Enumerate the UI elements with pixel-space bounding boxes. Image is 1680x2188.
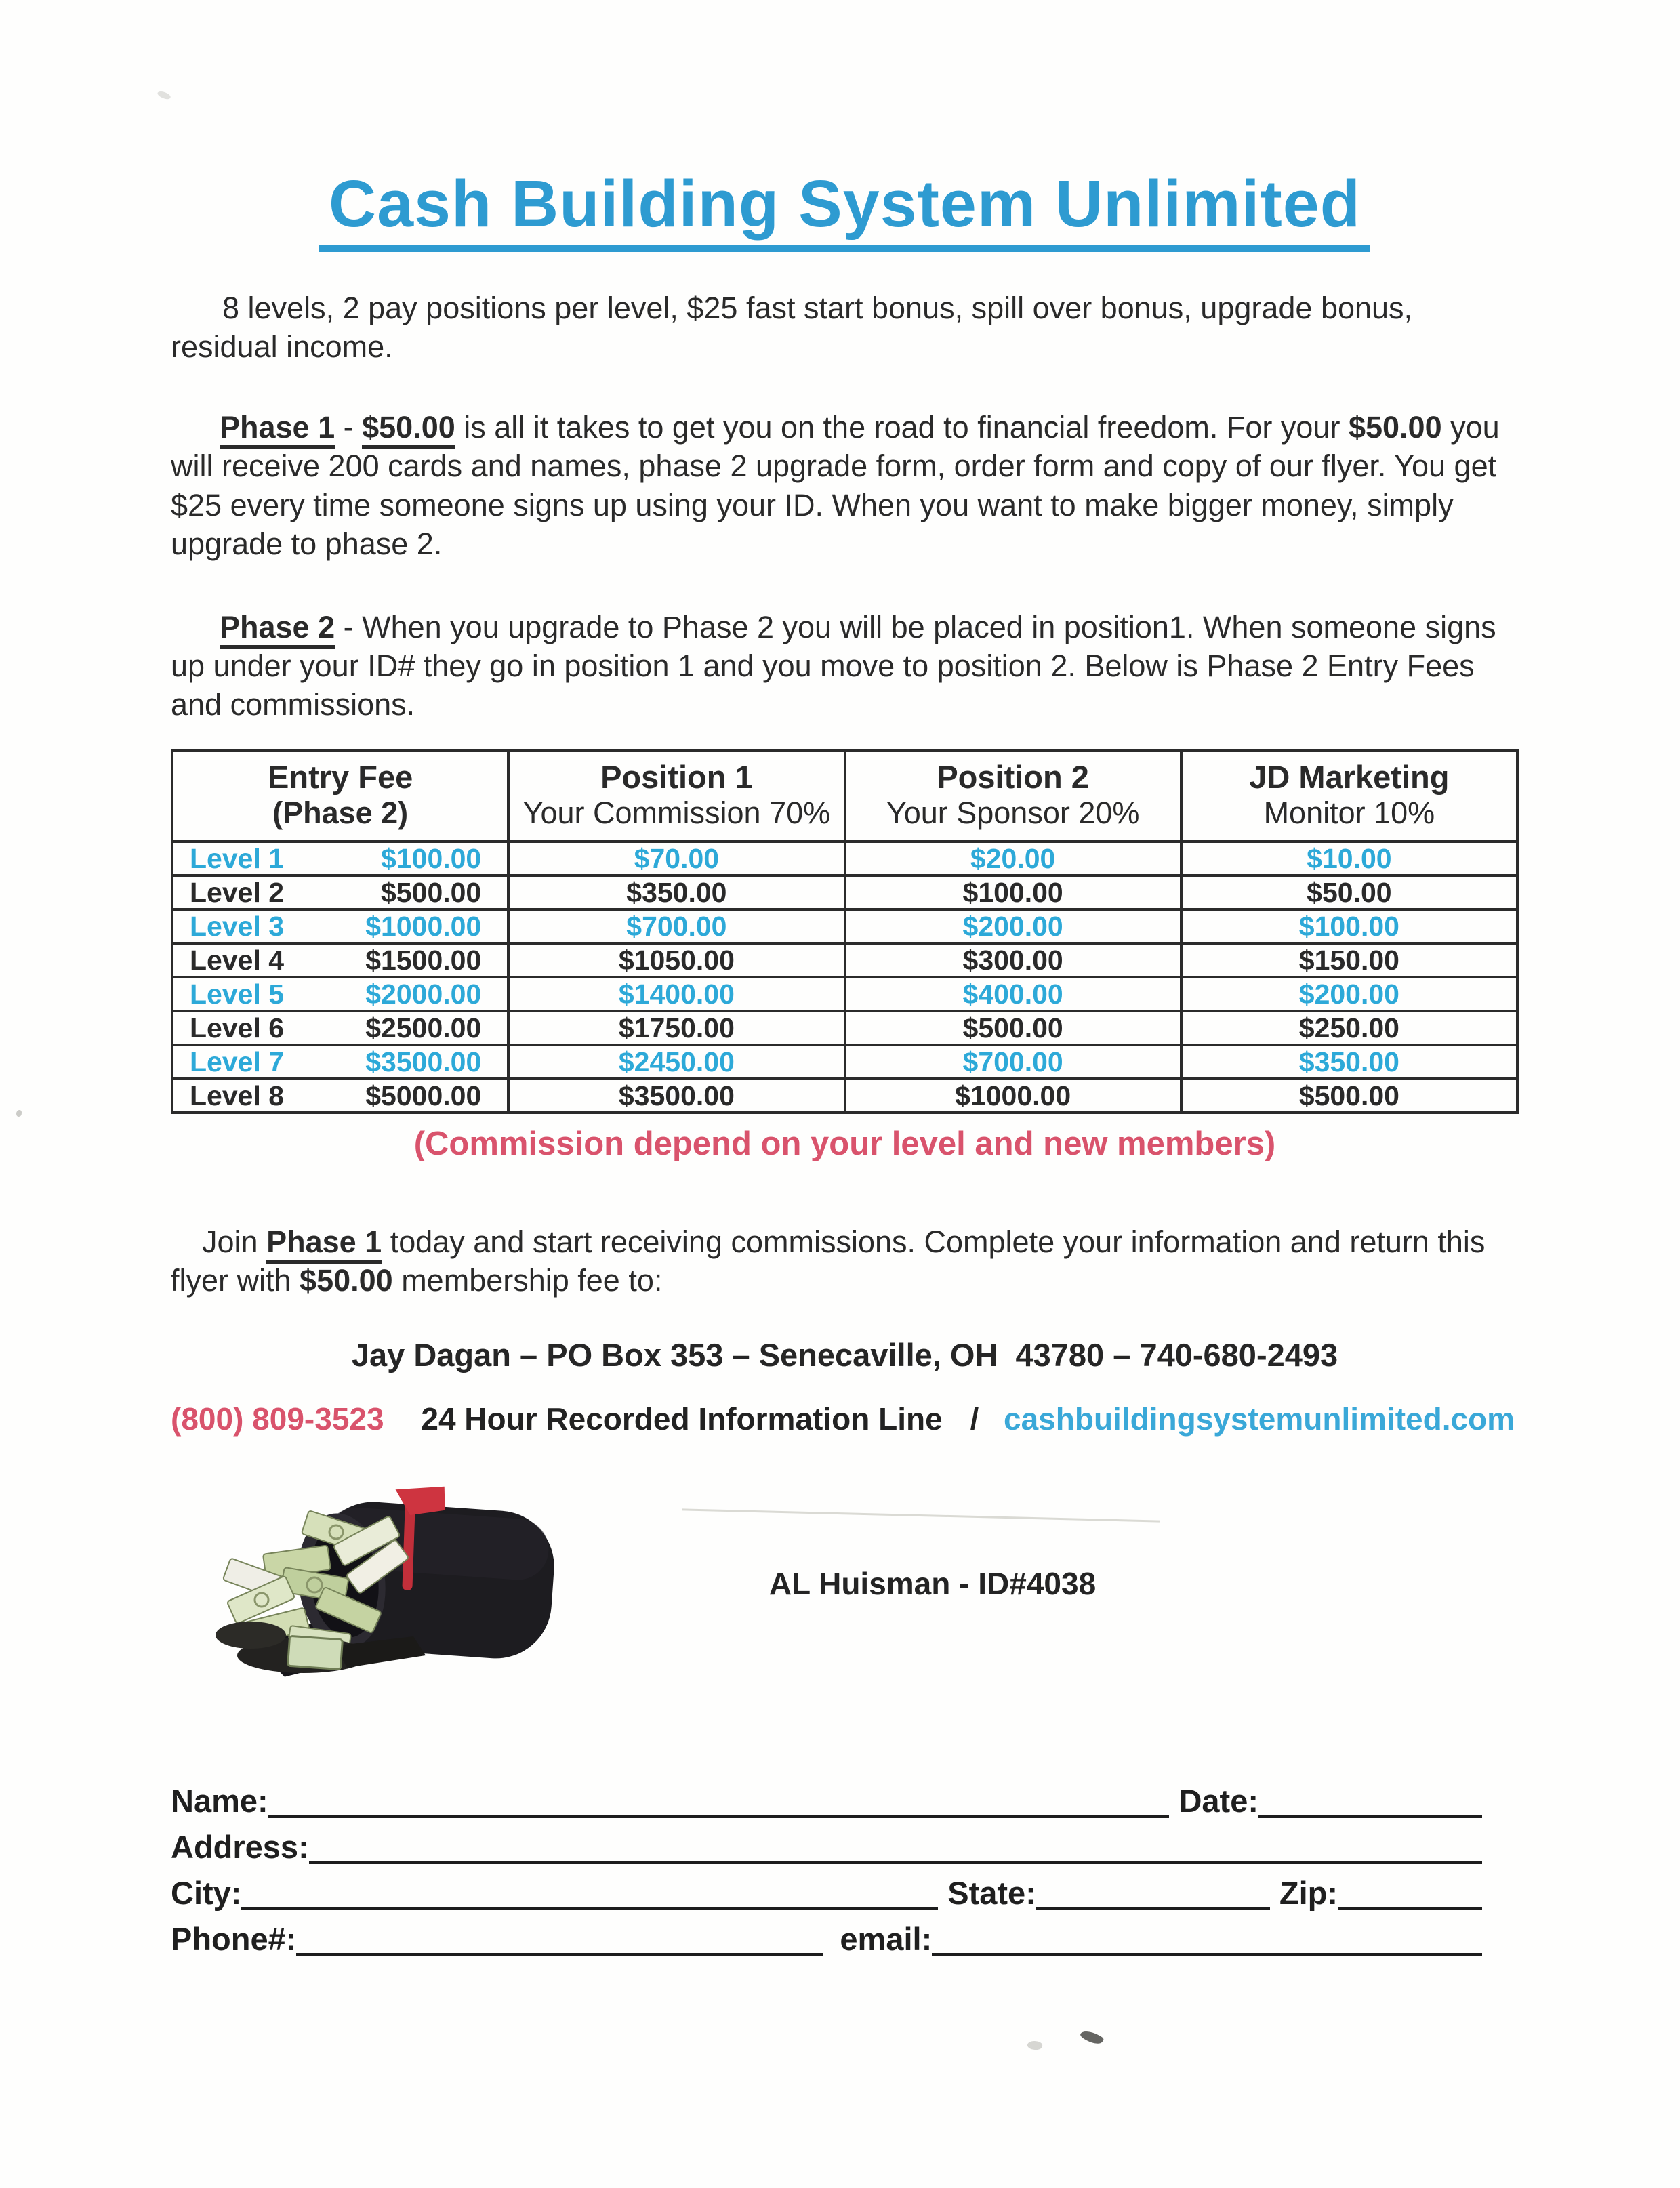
entry-fee-value: $500.00	[381, 876, 482, 908]
column-header-title: Position 1	[600, 759, 753, 796]
commission-table-head	[172, 751, 1517, 842]
level-label: Level 2	[190, 876, 285, 908]
table-caption: (Commission depend on your level and new members)	[413, 1125, 1276, 1162]
phase2-text: - When you upgrade to Phase 2 you will be placed in position1. When someone signs up under your ID# they go in position 1 and you move to position 2. Below is Phase 2 Entry Fees and commissions.	[171, 609, 1496, 722]
monitor-cell: $10.00	[1181, 842, 1517, 875]
rep-column	[682, 1485, 1183, 1700]
join-text-a: Join	[202, 1224, 267, 1259]
date-field-line	[1258, 1808, 1482, 1818]
phase1-label: Phase 1	[220, 410, 335, 449]
column-header	[1181, 751, 1517, 842]
column-header-subtitle: Your Sponsor 20%	[886, 796, 1140, 831]
table-row	[172, 842, 1517, 875]
join-phase1-label: Phase 1	[266, 1224, 382, 1264]
level-label: Level 3	[190, 910, 285, 942]
monitor-cell: $100.00	[1181, 909, 1517, 943]
pos1-cell: $1400.00	[508, 977, 844, 1011]
form-row-city	[171, 1871, 1482, 1910]
phase1-dash: -	[335, 410, 363, 445]
column-header-subtitle: (Phase 2)	[272, 796, 409, 831]
state-field-line	[1036, 1900, 1270, 1910]
recorded-line-label: 24 Hour Recorded Information Line	[421, 1401, 943, 1437]
table-row	[172, 1011, 1517, 1045]
phone-field-line	[296, 1946, 823, 1956]
column-header-subtitle: Monitor 10%	[1263, 796, 1435, 831]
column-header-title: Position 2	[937, 759, 1089, 796]
phone-label: Phone#:	[171, 1921, 297, 1958]
zip-label: Zip:	[1279, 1875, 1338, 1912]
table-row	[172, 909, 1517, 943]
monitor-cell: $50.00	[1181, 875, 1517, 909]
fee-table-body	[172, 842, 1517, 1113]
table-row	[172, 943, 1517, 977]
rep-id-line: AL Huisman - ID#4038	[769, 1566, 1097, 1602]
form-row-phone	[171, 1917, 1482, 1956]
pos2-cell: $100.00	[845, 875, 1181, 909]
city-label: City:	[171, 1875, 242, 1912]
address-field-line	[309, 1854, 1482, 1864]
level-label: Level 4	[190, 944, 285, 976]
column-header-title: JD Marketing	[1249, 759, 1450, 796]
illustration-row	[171, 1485, 1519, 1700]
pos2-cell: $400.00	[845, 977, 1181, 1011]
monitor-cell: $250.00	[1181, 1011, 1517, 1045]
entry-fee-cell	[172, 977, 508, 1011]
pos1-cell: $1050.00	[508, 943, 844, 977]
email-label: email:	[840, 1921, 933, 1958]
join-fee: $50.00	[300, 1262, 393, 1298]
scan-artifact-line	[682, 1508, 1160, 1522]
phase2-label: Phase 2	[220, 610, 335, 649]
pos2-cell: $700.00	[845, 1045, 1181, 1079]
pos1-cell: $2450.00	[508, 1045, 844, 1079]
mailbox-cash-svg	[202, 1485, 568, 1700]
info-line	[171, 1401, 1519, 1437]
page-title-text: Cash Building System Unlimited	[319, 171, 1370, 252]
level-label: Level 5	[190, 978, 285, 1010]
entry-fee-value: $1500.00	[365, 944, 482, 976]
column-header-title: Entry Fee	[268, 759, 413, 796]
pos1-cell: $1750.00	[508, 1011, 844, 1045]
column-header	[508, 751, 844, 842]
entry-fee-cell	[172, 1079, 508, 1113]
entry-fee-value: $2500.00	[365, 1012, 482, 1044]
city-field-line	[241, 1900, 938, 1910]
join-text-c: membership fee to:	[392, 1262, 663, 1298]
entry-fee-cell	[172, 1011, 508, 1045]
entry-fee-cell	[172, 943, 508, 977]
monitor-cell: $200.00	[1181, 977, 1517, 1011]
pos2-cell: $200.00	[845, 909, 1181, 943]
monitor-cell: $500.00	[1181, 1079, 1517, 1113]
mailing-address-line: Jay Dagan – PO Box 353 – Senecaville, OH 43780 – 740-680-2493	[351, 1337, 1338, 1374]
level-label: Level 8	[190, 1079, 285, 1111]
scan-speck	[1079, 2027, 1104, 2047]
signup-form	[171, 1779, 1519, 1956]
column-header	[845, 751, 1181, 842]
phase2-paragraph	[171, 608, 1519, 724]
commission-table	[171, 749, 1519, 1114]
phase1-text-b: you will receive 200 cards and names, phase 2 upgrade form, order form and copy of our flyer. You get $25 every time someone signs up using your ID. When you want to make bigger money, simply upgrade to phase 2.	[171, 410, 1500, 561]
entry-fee-cell	[172, 875, 508, 909]
level-label: Level 1	[190, 842, 285, 874]
entry-fee-cell	[172, 842, 508, 875]
phase1-text-a: is all it takes to get you on the road to financial freedom. For your	[455, 410, 1349, 445]
form-row-name	[171, 1779, 1482, 1818]
phase1-fee-2: $50.00	[1348, 410, 1442, 445]
pos1-cell: $70.00	[508, 842, 844, 875]
page-title	[171, 167, 1519, 252]
pos2-cell: $300.00	[845, 943, 1181, 977]
entry-fee-value: $2000.00	[365, 978, 482, 1010]
join-text-b: today and start receiving commissions. Complete your information and return this flyer with	[171, 1224, 1486, 1298]
level-label: Level 6	[190, 1012, 285, 1044]
phase1-fee: $50.00	[362, 410, 455, 449]
table-row	[172, 1079, 1517, 1113]
name-label: Name:	[171, 1783, 268, 1819]
website-url: cashbuildingsystemunlimited.com	[1004, 1401, 1515, 1437]
entry-fee-value: $5000.00	[365, 1079, 482, 1111]
entry-fee-value: $100.00	[381, 842, 482, 874]
entry-fee-value: $3500.00	[365, 1046, 482, 1077]
pos1-cell: $350.00	[508, 875, 844, 909]
join-paragraph	[171, 1222, 1519, 1300]
phase1-paragraph	[171, 408, 1519, 563]
column-header	[172, 751, 508, 842]
address-label: Address:	[171, 1829, 309, 1865]
state-label: State:	[947, 1875, 1036, 1912]
entry-fee-cell	[172, 909, 508, 943]
entry-fee-value: $1000.00	[365, 910, 482, 942]
mailbox-cash-image	[202, 1485, 568, 1700]
level-label: Level 7	[190, 1046, 285, 1077]
date-label: Date:	[1179, 1783, 1258, 1819]
form-row-address	[171, 1825, 1482, 1864]
slash-separator: /	[970, 1401, 979, 1437]
recorded-line-phone: (800) 809-3523	[171, 1401, 384, 1437]
table-row	[172, 1045, 1517, 1079]
pos1-cell: $700.00	[508, 909, 844, 943]
intro-paragraph: 8 levels, 2 pay positions per level, $25 fast start bonus, spill over bonus, upgrade bonus, residual income.	[171, 291, 1413, 365]
table-row	[172, 875, 1517, 909]
pos2-cell: $20.00	[845, 842, 1181, 875]
entry-fee-cell	[172, 1045, 508, 1079]
monitor-cell: $150.00	[1181, 943, 1517, 977]
table-row	[172, 977, 1517, 1011]
column-header-subtitle: Your Commission 70%	[523, 796, 831, 831]
fee-table-head-row	[172, 751, 1517, 842]
scan-speck	[1027, 2040, 1043, 2051]
pos2-cell: $1000.00	[845, 1079, 1181, 1113]
email-field-line	[932, 1946, 1482, 1956]
name-field-line	[268, 1808, 1170, 1818]
zip-field-line	[1338, 1900, 1482, 1910]
monitor-cell: $350.00	[1181, 1045, 1517, 1079]
pos2-cell: $500.00	[845, 1011, 1181, 1045]
pos1-cell: $3500.00	[508, 1079, 844, 1113]
